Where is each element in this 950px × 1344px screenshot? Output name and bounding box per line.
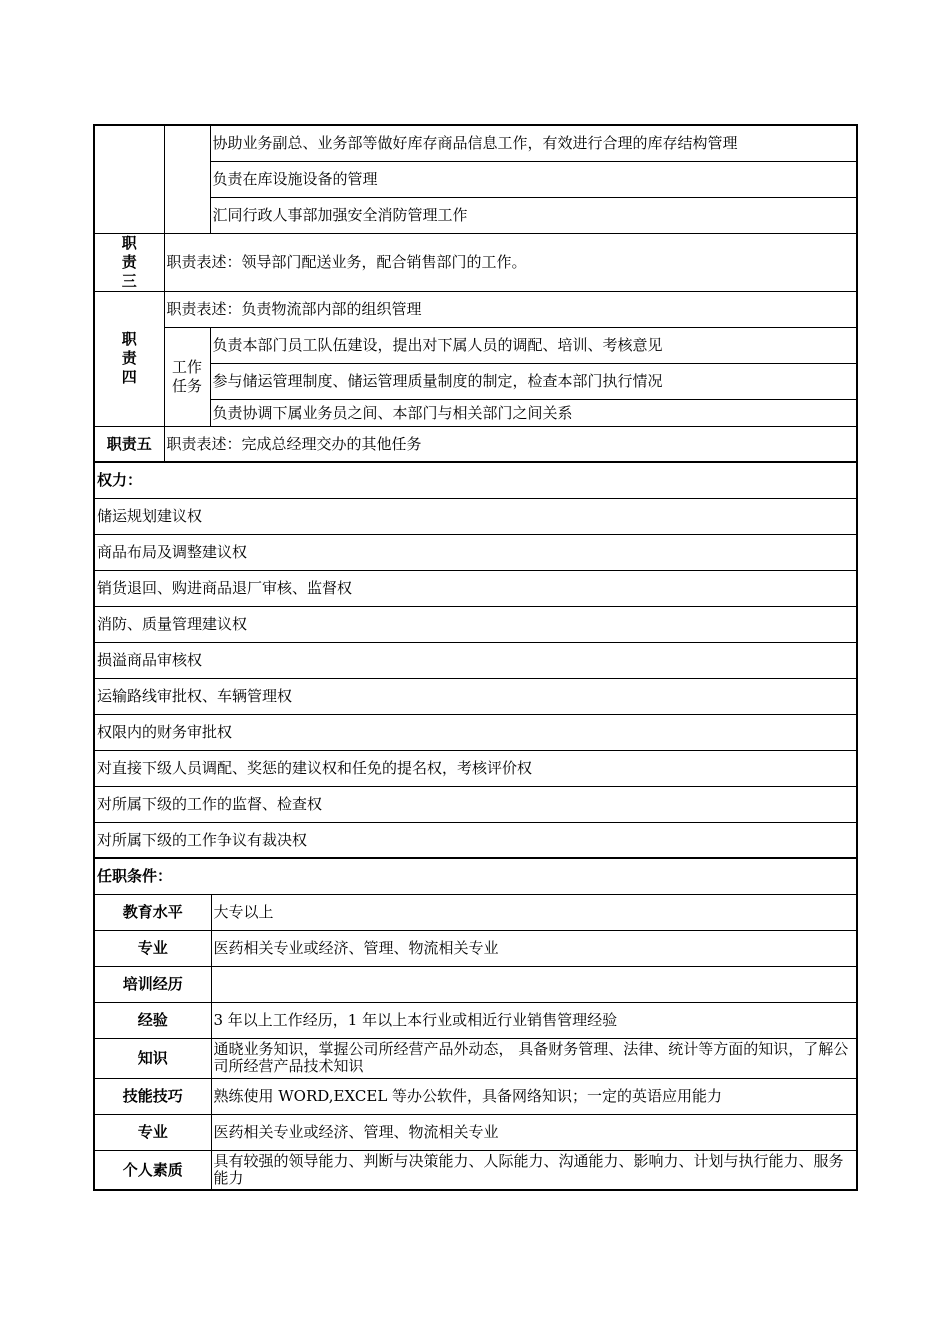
duty-task-row: 负责在库设施设备的管理: [210, 161, 857, 197]
duty4-task: 负责协调下属业务员之间、本部门与相关部门之间关系: [210, 399, 857, 426]
duty4-description: 职责表述：负责物流部内部的组织管理: [164, 291, 857, 327]
qual-label: 专业: [94, 930, 211, 966]
qual-label: 个人素质: [94, 1150, 211, 1190]
duty3-label: 职 责 三: [94, 233, 164, 291]
power-item: 权限内的财务审批权: [94, 714, 857, 750]
power-item: 对直接下级人员调配、奖惩的建议权和任免的提名权，考核评价权: [94, 750, 857, 786]
duty4-task-label: 工作 任务: [164, 327, 210, 426]
duty4-label: 职 责 四: [94, 291, 164, 426]
qual-value: 通晓业务知识，掌握公司所经营产品外动态， 具备财务管理、法律、统计等方面的知识，了解公司所经营产品技术知识: [211, 1038, 857, 1078]
duty3-description: 职责表述：领导部门配送业务，配合销售部门的工作。: [164, 233, 857, 291]
qual-label: 经验: [94, 1002, 211, 1038]
qual-value: 大专以上: [211, 894, 857, 930]
power-item: 消防、质量管理建议权: [94, 606, 857, 642]
power-item: 损溢商品审核权: [94, 642, 857, 678]
duties-table: [93, 124, 858, 463]
duty-label-empty: [94, 125, 164, 233]
duty5-label: 职责五: [94, 426, 164, 462]
task-label-empty: [164, 125, 210, 233]
powers-title: 权力：: [94, 462, 857, 498]
duty-task-row: 汇同行政人事部加强安全消防管理工作: [210, 197, 857, 233]
power-item: 储运规划建议权: [94, 498, 857, 534]
power-item: 销货退回、购进商品退厂审核、监督权: [94, 570, 857, 606]
qual-value: [211, 966, 857, 1002]
qual-value: 具有较强的领导能力、判断与决策能力、人际能力、沟通能力、影响力、计划与执行能力、服务能力: [211, 1150, 857, 1190]
power-item: 对所属下级的工作争议有裁决权: [94, 822, 857, 858]
job-description-sheet: [93, 124, 858, 1191]
power-item: 商品布局及调整建议权: [94, 534, 857, 570]
duty4-task: 参与储运管理制度、储运管理质量制度的制定，检查本部门执行情况: [210, 363, 857, 399]
qual-label: 培训经历: [94, 966, 211, 1002]
qual-value: 3 年以上工作经历，1 年以上本行业或相近行业销售管理经验: [211, 1002, 857, 1038]
qual-value: 医药相关专业或经济、管理、物流相关专业: [211, 1114, 857, 1150]
qualifications-table: [93, 857, 858, 1191]
powers-table: [93, 461, 858, 859]
qual-label: 技能技巧: [94, 1078, 211, 1114]
power-item: 对所属下级的工作的监督、检查权: [94, 786, 857, 822]
qual-label: 知识: [94, 1038, 211, 1078]
duty4-task: 负责本部门员工队伍建设，提出对下属人员的调配、培训、考核意见: [210, 327, 857, 363]
qual-value: 医药相关专业或经济、管理、物流相关专业: [211, 930, 857, 966]
power-item: 运输路线审批权、车辆管理权: [94, 678, 857, 714]
qual-label: 专业: [94, 1114, 211, 1150]
qual-value: 熟练使用 WORD,EXCEL 等办公软件，具备网络知识；一定的英语应用能力: [211, 1078, 857, 1114]
qualifications-title: 任职条件：: [94, 858, 857, 894]
duty5-description: 职责表述：完成总经理交办的其他任务: [164, 426, 857, 462]
qual-label: 教育水平: [94, 894, 211, 930]
duty-task-row: 协助业务副总、业务部等做好库存商品信息工作，有效进行合理的库存结构管理: [210, 125, 857, 161]
